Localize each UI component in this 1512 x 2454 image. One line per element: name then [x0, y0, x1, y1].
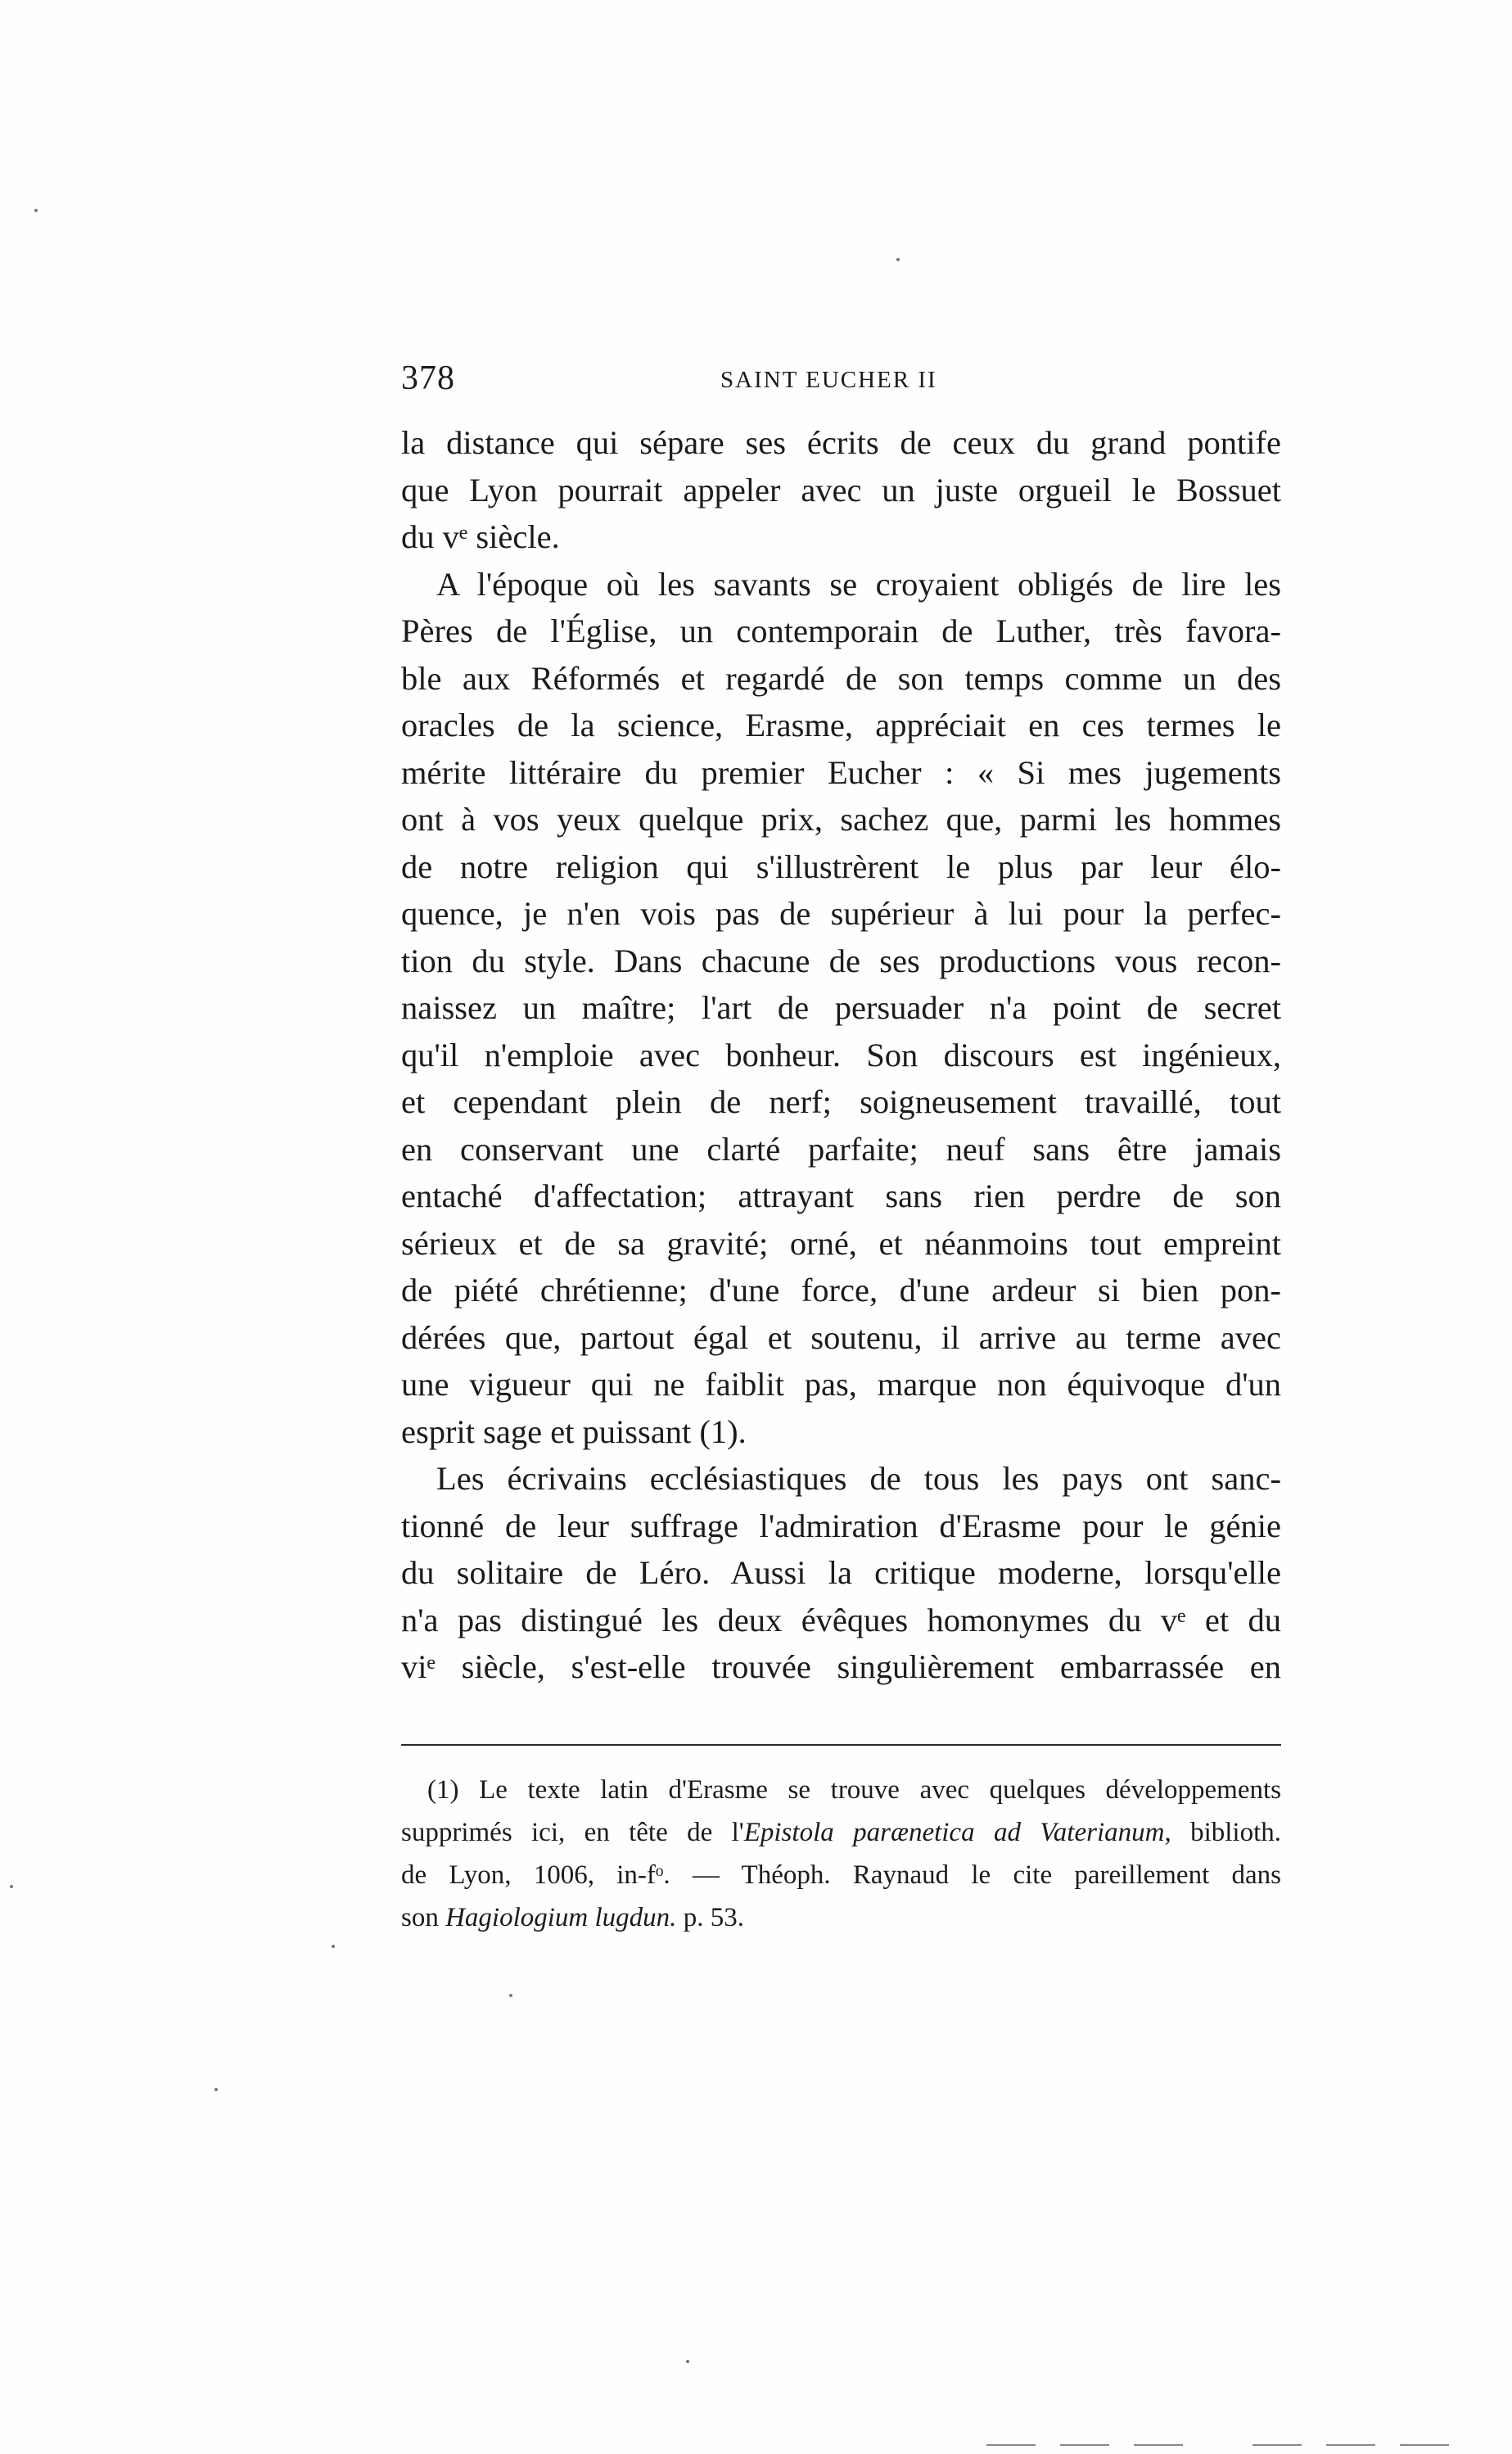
text-line: ble aux Réformés et regardé de son temps comme un des [401, 659, 1281, 697]
text-line: et cependant plein de nerf; soigneusement travaillé, tout [401, 1083, 1281, 1120]
text-line: dérées que, partout égal et soutenu, il arrive au terme avec [401, 1318, 1281, 1356]
scan-edge-mark [986, 2444, 1036, 2446]
main-text [401, 419, 1281, 1713]
scan-speck [10, 1885, 13, 1888]
text-line: ont à vos yeux quelque prix, sachez que, parmi les hommes [401, 801, 1281, 838]
running-head: SAINT EUCHER II [720, 367, 937, 393]
text-line: A l'époque où les savants se croyaient obligés de lire les [436, 565, 1281, 603]
footnote-line [401, 1811, 1281, 1854]
footnote-text: , biblioth. [1164, 1818, 1281, 1847]
text-line: Les écrivains ecclésiastiques de tous les pays ont sanc- [436, 1460, 1281, 1497]
scan-speck [214, 2088, 218, 2091]
text-line: mérite littéraire du premier Eucher : « Si mes jugements [401, 753, 1281, 791]
footnote-title: Hagiologium lugdun. [445, 1903, 677, 1932]
text-line: de piété chrétienne; d'une force, d'une ardeur si bien pon- [401, 1272, 1281, 1308]
scan-speck [34, 209, 38, 212]
scan-edge-mark [1252, 2444, 1302, 2446]
footnote-line: de Lyon, 1006, in-fᵒ. — Théoph. Raynaud le cite pareillement dans [401, 1860, 1281, 1890]
text-line: tionné de leur suffrage l'admiration d'Erasme pour le génie [401, 1507, 1281, 1544]
scan-edge-mark [1060, 2444, 1109, 2446]
footnote-line [401, 1896, 1281, 1939]
scan-edge-mark [1134, 2444, 1183, 2446]
footnote [401, 1769, 1281, 1965]
scan-speck [509, 1994, 512, 1997]
scan-speck [686, 2360, 689, 2363]
footnote-line: (1) Le texte latin d'Erasme se trouve avec quelques développements [427, 1775, 1281, 1805]
footnote-divider [401, 1744, 1281, 1746]
footnote-text: supprimés ici, en tête de l' [401, 1818, 744, 1847]
text-line: qu'il n'emploie avec bonheur. Son discours est ingénieux, [401, 1036, 1281, 1073]
page-number: 378 [401, 359, 455, 397]
text-line: du solitaire de Léro. Aussi la critique moderne, lorsqu'elle [401, 1554, 1281, 1591]
scan-speck [332, 1945, 335, 1948]
footnote-text: son [401, 1903, 446, 1932]
page-header [401, 359, 1281, 408]
text-line: la distance qui sépare ses écrits de ceux du grand pontife [401, 424, 1281, 461]
text-line: une vigueur qui ne faiblit pas, marque non équivoque d'un [401, 1366, 1281, 1403]
text-line: Pères de l'Église, un contemporain de Luther, très favora- [401, 612, 1281, 649]
text-line: entaché d'affectation; attrayant sans rien perdre de son [401, 1177, 1281, 1214]
scan-speck [896, 258, 900, 261]
scan-edge-mark [1400, 2444, 1449, 2446]
scan-edge-mark [1326, 2444, 1375, 2446]
text-line: de notre religion qui s'illustrèrent le plus par leur élo- [401, 847, 1281, 885]
text-line: du vᵉ siècle. [401, 518, 560, 555]
text-line: quence, je n'en vois pas de supérieur à lui pour la perfec- [401, 895, 1281, 932]
footnote-title: Epistola parænetica ad Vaterianum [743, 1818, 1165, 1847]
text-line: naissez un maître; l'art de persuader n'a point de secret [401, 989, 1281, 1026]
footnote-text: p. 53. [676, 1903, 744, 1932]
text-line: n'a pas distingué les deux évêques homonymes du vᵉ et du [401, 1601, 1281, 1638]
text-line: tion du style. Dans chacune de ses productions vous recon- [401, 942, 1281, 979]
text-line: oracles de la science, Erasme, appréciait en ces termes le [401, 707, 1281, 743]
text-line: en conservant une clarté parfaite; neuf sans être jamais [401, 1130, 1281, 1168]
text-line: que Lyon pourrait appeler avec un juste orgueil le Bossuet [401, 471, 1281, 508]
text-line: sérieux et de sa gravité; orné, et néanmoins tout empreint [401, 1224, 1281, 1262]
text-line: esprit sage et puissant (1). [401, 1412, 747, 1450]
text-line: viᵉ siècle, s'est-elle trouvée singulièrement embarrassée en [401, 1648, 1281, 1685]
